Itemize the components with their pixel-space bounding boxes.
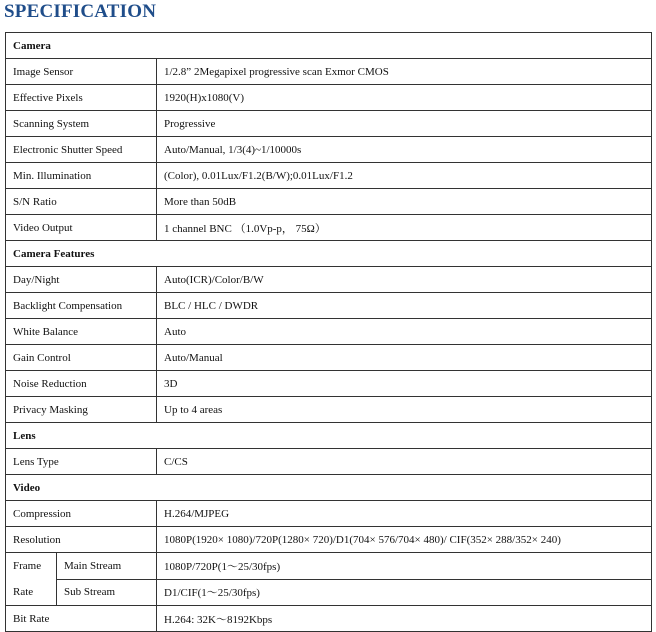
main-stream-value: 1080P/720P(1～25/30fps) bbox=[157, 553, 652, 580]
specification-table-body bbox=[6, 33, 652, 553]
spec-label: Noise Reduction bbox=[6, 371, 157, 397]
section-header: Lens bbox=[6, 423, 652, 449]
page-title: SPECIFICATION bbox=[4, 1, 157, 22]
frame-bit-rate-group bbox=[6, 553, 652, 632]
spec-value: 1 channel BNC （1.0Vp-p， 75Ω） bbox=[157, 215, 652, 241]
spec-row bbox=[6, 267, 652, 293]
spec-row bbox=[6, 85, 652, 111]
spec-value: Up to 4 areas bbox=[157, 397, 652, 423]
section-row bbox=[6, 241, 652, 267]
section-row bbox=[6, 423, 652, 449]
main-stream-label: Main Stream bbox=[57, 553, 157, 580]
spec-label: Resolution bbox=[6, 527, 157, 553]
section-row bbox=[6, 475, 652, 501]
spec-label: Min. Illumination bbox=[6, 163, 157, 189]
section-header: Video bbox=[6, 475, 652, 501]
section-header: Camera bbox=[6, 33, 652, 59]
spec-value: Auto/Manual bbox=[157, 345, 652, 371]
bit-rate-row bbox=[6, 606, 652, 632]
spec-label: Effective Pixels bbox=[6, 85, 157, 111]
spec-row bbox=[6, 59, 652, 85]
frame-rate-label bbox=[6, 553, 57, 606]
spec-value: Auto bbox=[157, 319, 652, 345]
spec-label: Electronic Shutter Speed bbox=[6, 137, 157, 163]
spec-row bbox=[6, 345, 652, 371]
spec-value: C/CS bbox=[157, 449, 652, 475]
spec-label: Image Sensor bbox=[6, 59, 157, 85]
spec-row bbox=[6, 371, 652, 397]
bit-rate-value: H.264: 32K～8192Kbps bbox=[157, 606, 652, 632]
spec-value: 1/2.8” 2Megapixel progressive scan Exmor CMOS bbox=[157, 59, 652, 85]
spec-value: H.264/MJPEG bbox=[157, 501, 652, 527]
spec-row bbox=[6, 189, 652, 215]
spec-label: Scanning System bbox=[6, 111, 157, 137]
spec-row bbox=[6, 397, 652, 423]
spec-row bbox=[6, 293, 652, 319]
spec-row bbox=[6, 137, 652, 163]
spec-value: BLC / HLC / DWDR bbox=[157, 293, 652, 319]
spec-row bbox=[6, 111, 652, 137]
spec-value: 1920(H)x1080(V) bbox=[157, 85, 652, 111]
spec-row bbox=[6, 527, 652, 553]
spec-value: 1080P(1920× 1080)/720P(1280× 720)/D1(704× 576/704× 480)/ CIF(352× 288/352× 240) bbox=[157, 527, 652, 553]
spec-row bbox=[6, 163, 652, 189]
spec-value: Auto(ICR)/Color/B/W bbox=[157, 267, 652, 293]
spec-value: 3D bbox=[157, 371, 652, 397]
spec-value: Progressive bbox=[157, 111, 652, 137]
frame-rate-label-top: Frame bbox=[13, 560, 42, 572]
frame-rate-label-bottom: Rate bbox=[13, 586, 34, 598]
section-row bbox=[6, 33, 652, 59]
spec-label: White Balance bbox=[6, 319, 157, 345]
spec-label: Video Output bbox=[6, 215, 157, 241]
frame-rate-main-row bbox=[6, 553, 652, 580]
spec-label: Compression bbox=[6, 501, 157, 527]
specification-table bbox=[5, 32, 652, 632]
spec-row bbox=[6, 449, 652, 475]
bit-rate-label: Bit Rate bbox=[6, 606, 157, 632]
spec-value: More than 50dB bbox=[157, 189, 652, 215]
spec-label: Day/Night bbox=[6, 267, 157, 293]
spec-value: (Color), 0.01Lux/F1.2(B/W);0.01Lux/F1.2 bbox=[157, 163, 652, 189]
sub-stream-value: D1/CIF(1～25/30fps) bbox=[157, 579, 652, 606]
spec-label: Backlight Compensation bbox=[6, 293, 157, 319]
spec-row bbox=[6, 319, 652, 345]
spec-label: Privacy Masking bbox=[6, 397, 157, 423]
section-header: Camera Features bbox=[6, 241, 652, 267]
frame-rate-sub-row bbox=[6, 579, 652, 606]
spec-label: Lens Type bbox=[6, 449, 157, 475]
sub-stream-label: Sub Stream bbox=[57, 579, 157, 606]
spec-label: Gain Control bbox=[6, 345, 157, 371]
spec-row bbox=[6, 215, 652, 241]
spec-row bbox=[6, 501, 652, 527]
spec-label: S/N Ratio bbox=[6, 189, 157, 215]
spec-value: Auto/Manual, 1/3(4)~1/10000s bbox=[157, 137, 652, 163]
